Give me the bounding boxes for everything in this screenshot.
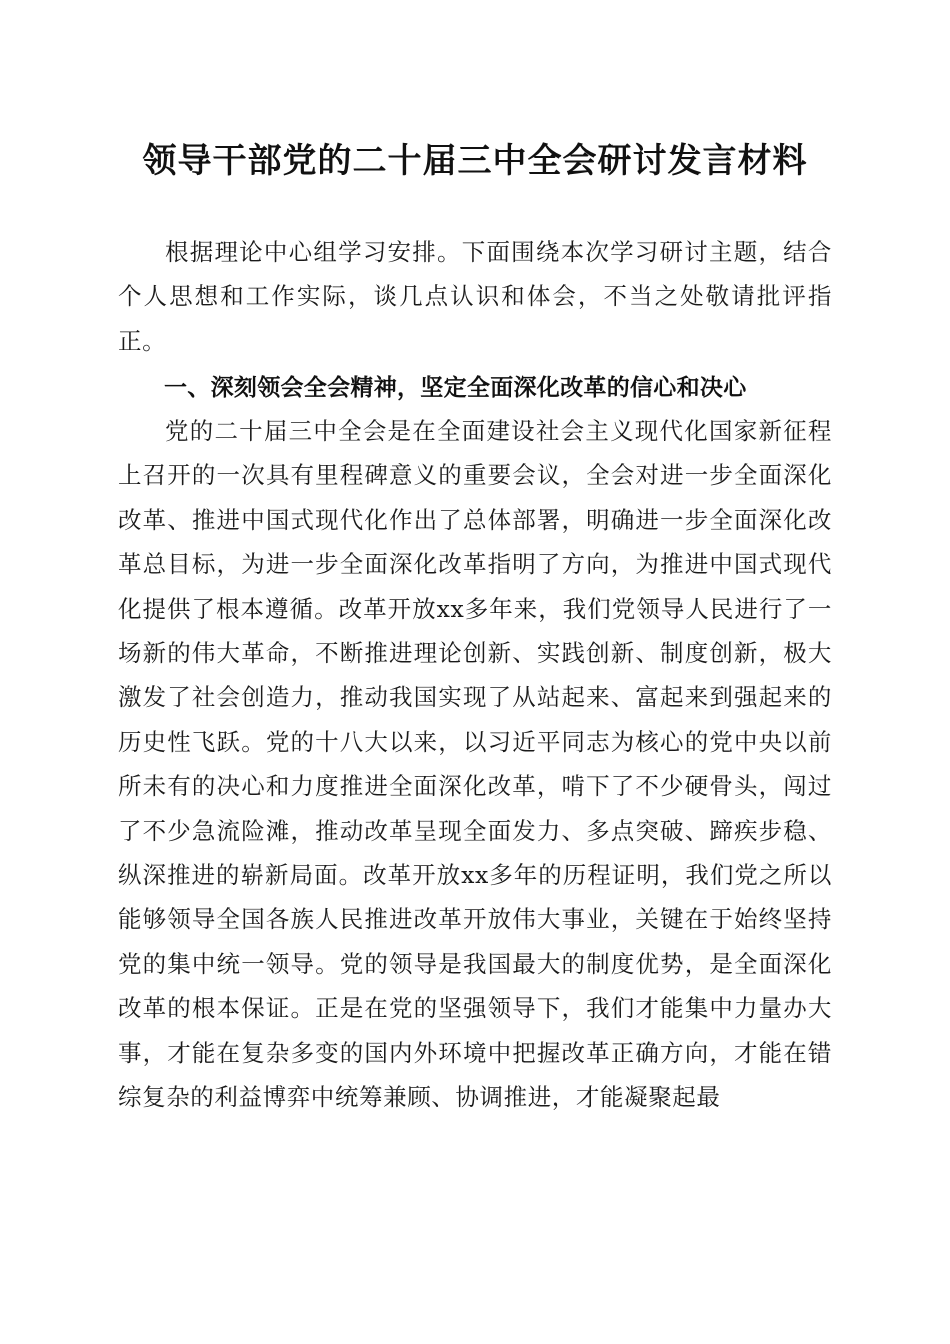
intro-paragraph: 根据理论中心组学习安排。下面围绕本次学习研讨主题，结合个人思想和工作实际，谈几点认识和体会，不当之处敬请批评指正。: [118, 238, 832, 355]
section-heading: 一、深刻领会全会精神，坚定全面深化改革的信心和决心: [164, 375, 747, 401]
section-body-paragraph: 党的二十届三中全会是在全面建设社会主义现代化国家新征程上召开的一次具有里程碑意义的重要会议，全会对进一步全面深化改革、推进中国式现代化作出了总体部署，明确进一步全面深化改革总目标，为进一步全面深化改革指明了方向，为推进中国式现代化提供了根本遵循。改革开放xx多年来，我们党领导人民进行了一场新的伟大革命，不断推进理论创新、实践创新、制度创新，极大激发了社会创造力，推动我国实现了从站起来、富起来到强起来的历史性飞跃。党的十八大以来，以习近平同志为核心的党中央以前所未有的决心和力度推进全面深化改革，啃下了不少硬骨头，闯过了不少急流险滩，推动改革呈现全面发力、多点突破、蹄疾步稳、纵深推进的崭新局面。改革开放xx多年的历程证明，我们党之所以能够领导全国各族人民推进改革开放伟大事业，关键在于始终坚持党的集中统一领导。党的领导是我国最大的制度优势，是全面深化改革的根本保证。正是在党的坚强领导下，我们才能集中力量办大事，才能在复杂多变的国内外环境中把握改革正确方向，才能在错综复杂的利益博弈中统筹兼顾、协调推进，才能凝聚起最: [118, 417, 832, 1112]
document-title: 领导干部党的二十届三中全会研讨发言材料: [142, 141, 808, 181]
